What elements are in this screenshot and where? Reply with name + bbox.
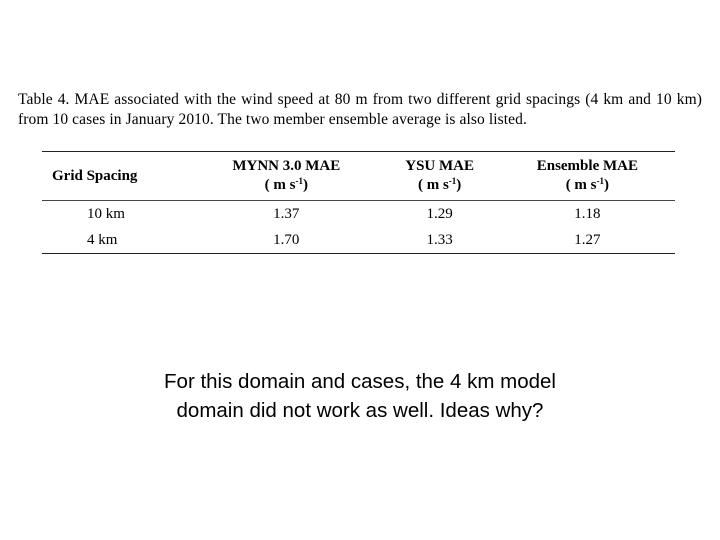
table-caption: Table 4. MAE associated with the wind speed at 80 m from two different grid spacings (4 km and 10 km) from 10 cases in January 2010. The two member ensemble average is also listed. — [18, 91, 702, 128]
header-ysu-title: YSU MAE — [405, 158, 475, 174]
header-ensemble-title: Ensemble MAE — [536, 158, 638, 174]
discussion-note — [60, 367, 660, 425]
cell-grid-spacing: 4 km — [87, 232, 118, 248]
cell-ysu-mae: 1.33 — [426, 232, 453, 248]
cell-mynn-mae: 1.70 — [273, 232, 300, 248]
cell-ysu-mae: 1.29 — [426, 206, 453, 222]
note-line-1: For this domain and cases, the 4 km model — [164, 370, 556, 393]
header-grid-spacing: Grid Spacing — [52, 167, 138, 184]
cell-mynn-mae: 1.37 — [273, 206, 300, 222]
cell-ensemble-mae: 1.27 — [574, 232, 601, 248]
header-ensemble-unit: ( m $s^{-1}$) — [565, 176, 610, 193]
header-row — [42, 152, 675, 201]
mae-table-container — [42, 151, 675, 254]
cell-ensemble-mae: 1.18 — [574, 206, 601, 222]
header-ensemble-mae — [500, 152, 675, 201]
header-mynn-unit: ( m $s^{-1}$) — [264, 176, 308, 193]
mae-table — [42, 151, 675, 254]
header-ysu-mae — [380, 152, 500, 201]
header-ysu-unit: ( m $s^{-1}$) — [417, 176, 462, 193]
cell-grid-spacing: 10 km — [87, 206, 125, 222]
header-mynn-mae — [193, 152, 380, 201]
table-row — [42, 227, 675, 254]
header-mynn-title: MYNN 3.0 MAE — [232, 158, 341, 174]
table-row — [42, 201, 675, 228]
note-line-2: domain did not work as well. Ideas why? — [176, 399, 544, 422]
